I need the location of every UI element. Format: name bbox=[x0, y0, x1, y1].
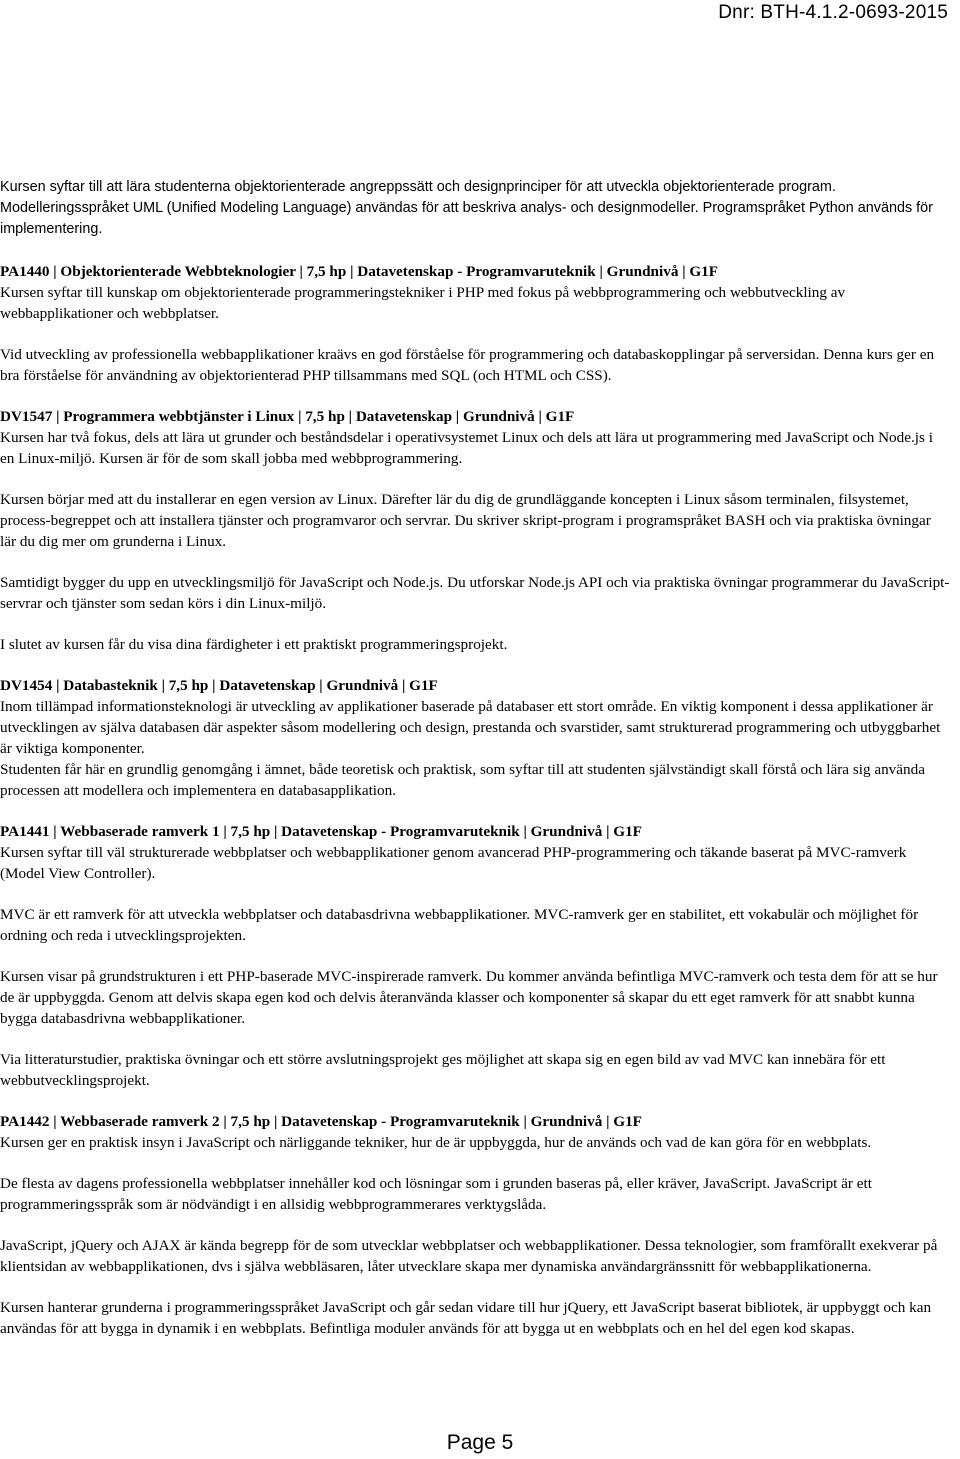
course-pa1440 bbox=[0, 261, 950, 386]
course-paragraph: Samtidigt bygger du upp en utvecklingsmiljö för JavaScript och Node.js. Du utforskar Node.js API och via praktiska övningar programmerar du JavaScript-servrar och tjänster som sedan körs i din Linux-miljö. bbox=[0, 574, 950, 612]
course-paragraph: Kursen syftar till väl strukturerade webbplatser och webbapplikationer genom avancerad PHP-programmering och täkande baserat på MVC-ramverk (Model View Controller). bbox=[0, 844, 907, 882]
course-paragraph: I slutet av kursen får du visa dina färdigheter i ett praktiskt programmeringsprojekt. bbox=[0, 636, 508, 653]
course-paragraph: MVC är ett ramverk för att utveckla webbplatser och databasdrivna webbapplikationer. MVC-ramverk ger en stabilitet, ett vokabulär och möjlighet för ordning och reda i utvecklingsprojekten. bbox=[0, 906, 919, 944]
course-paragraph: De flesta av dagens professionella webbplatser innehåller kod och lösningar som i grunden baseras på, eller kräver, JavaScript. JavaScript är ett programmeringsspråk som är nödvändigt i en allsidig webbprogrammerares verktygslåda. bbox=[0, 1175, 872, 1213]
intro-section bbox=[0, 177, 950, 240]
course-dv1454 bbox=[0, 675, 950, 801]
course-paragraph: Kursen syftar till kunskap om objektorienterade programmeringstekniker i PHP med fokus på webbprogrammering och webbutveckling av webbapplikationer och webbplatser. bbox=[0, 284, 846, 322]
course-heading: DV1547 | Programmera webbtjänster i Linux | 7,5 hp | Datavetenskap | Grundnivå | G1F bbox=[0, 408, 575, 425]
course-heading: PA1440 | Objektorienterade Webbteknologier | 7,5 hp | Datavetenskap - Programvaruteknik | Grundnivå | G1F bbox=[0, 263, 719, 280]
course-pa1441 bbox=[0, 821, 950, 1091]
course-paragraph: Studenten får här en grundlig genomgång i ämnet, både teoretisk och praktisk, som syftar till att studenten självständigt skall förstå och lära sig använda processen att modellera och implementera en databasapplikation. bbox=[0, 761, 925, 799]
course-paragraph: Inom tillämpad informationsteknologi är utveckling av applikationer baserade på databaser ett stort område. En viktig komponent i dessa applikationer är utvecklingen av själva databasen där aspekter såsom modellering och design, prestanda och svarstider, samt strukturerad programmering och utbyggbarhet är viktiga komponenter. bbox=[0, 698, 941, 757]
course-list bbox=[0, 261, 950, 1339]
document-number: Dnr: BTH-4.1.2-0693-2015 bbox=[718, 2, 948, 23]
course-dv1547 bbox=[0, 406, 950, 655]
course-paragraph: JavaScript, jQuery och AJAX är kända begrepp för de som utvecklar webbplatser och webbapplikationer. Dessa teknologier, som framförallt exekverar på klientsidan av webbapplikationen, dvs i själva webbläsaren, låter utvecklare skapa mer dynamiska användargränssnitt för webbapplikationerna. bbox=[0, 1237, 938, 1275]
course-pa1442 bbox=[0, 1111, 950, 1339]
course-paragraph: Kursen hanterar grunderna i programmeringsspråket JavaScript och går sedan vidare till hur jQuery, ett JavaScript baserat bibliotek, är uppbyggt och kan användas för att bygga in dynamik i en webbplats. Befintliga moduler används för att bygga ut en webbplats och en hel del egen kod skapas. bbox=[0, 1299, 932, 1337]
course-heading: DV1454 | Databasteknik | 7,5 hp | Datavetenskap | Grundnivå | G1F bbox=[0, 677, 438, 694]
course-paragraph: Vid utveckling av professionella webbapplikationer kraävs en god förståelse för programmering och databaskopplingar på serversidan. Denna kurs ger en bra förståelse för användning av objektorienterad PHP tillsammans med SQL (och HTML och CSS). bbox=[0, 346, 935, 384]
course-heading: PA1441 | Webbaserade ramverk 1 | 7,5 hp | Datavetenskap - Programvaruteknik | Grundnivå | G1F bbox=[0, 823, 642, 840]
course-paragraph: Kursen visar på grundstrukturen i ett PHP-baserade MVC-inspirerade ramverk. Du kommer använda befintliga MVC-ramverk och testa dem för att se hur de är uppbyggda. Genom att delvis skapa egen kod och delvis återanvända klasser och komponenter så skapar du ett eget ramverk för att snabbt kunna bygga databasdrivna webbapplikationer. bbox=[0, 968, 938, 1027]
course-heading: PA1442 | Webbaserade ramverk 2 | 7,5 hp | Datavetenskap - Programvaruteknik | Grundnivå | G1F bbox=[0, 1113, 642, 1130]
course-paragraph: Kursen ger en praktisk insyn i JavaScript och närliggande tekniker, hur de är uppbyggda, hur de används och vad de kan göra för en webbplats. bbox=[0, 1134, 872, 1151]
course-paragraph: Kursen börjar med att du installerar en egen version av Linux. Därefter lär du dig de grundläggande koncepten i Linux såsom terminalen, filsystemet, process-begreppet och att installera tjänster och programvaror och servrar. Du skriver skript-program i programspråket BASH och via praktiska övningar lär du dig mer om grunderna i Linux. bbox=[0, 491, 931, 550]
course-paragraph: Kursen har två fokus, dels att lära ut grunder och beståndsdelar i operativsystemet Linux och dels att lära ut programmering med JavaScript och Node.js i en Linux-miljö. Kursen är för de som skall jobba med webbprogrammering. bbox=[0, 429, 933, 467]
course-paragraph: Via litteraturstudier, praktiska övningar och ett större avslutningsprojekt ges möjlighet att skapa sig en egen bild av vad MVC kan innebära för ett webbutvecklingsprojekt. bbox=[0, 1051, 886, 1089]
page-number: Page 5 bbox=[446, 1431, 514, 1454]
intro-paragraph: Kursen syftar till att lära studenterna objektorienterade angreppssätt och designprinciper för att utveckla objektorienterade program. Modelleringsspråket UML (Unified Modeling Language) användas för att beskriva analys- och designmodeller. Programspråket Python används för implementering. bbox=[0, 179, 933, 237]
